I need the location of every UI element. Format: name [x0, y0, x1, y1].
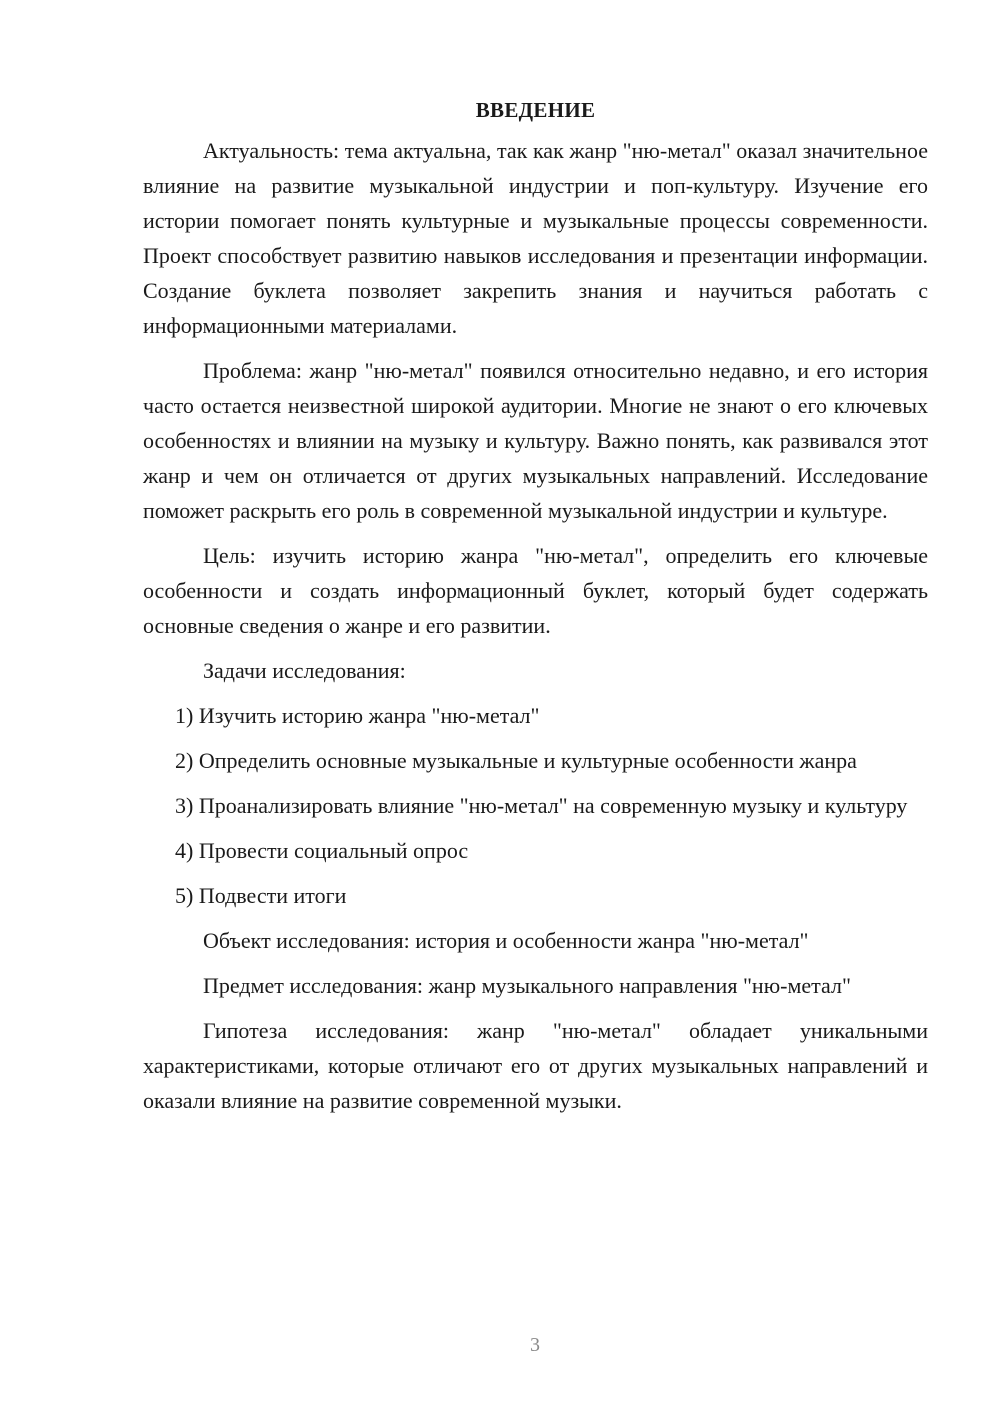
task-item: 2) Определить основные музыкальные и культурные особенности жанра: [175, 748, 857, 773]
tasks-title: Задачи исследования:: [203, 658, 406, 683]
task-item: 4) Провести социальный опрос: [175, 838, 469, 863]
problem-paragraph: Проблема: жанр "ню-метал" появился относительно недавно, и его история часто остается неизвестной широкой аудитории. Многие не знают о его ключевых особенностях и влиянии на музыку и культуру. Важно понять, как развивался этот жанр и чем он отличается от других музыкальных направлений. Исследование поможет раскрыть его роль в современной музыкальной индустрии и культуре.: [143, 358, 928, 523]
task-item: 5) Подвести итоги: [175, 883, 347, 908]
page-number: 3: [530, 1334, 540, 1356]
task-item: 1) Изучить историю жанра "ню-метал": [175, 703, 540, 728]
document-page: [143, 95, 928, 1128]
task-item: 3) Проанализировать влияние "ню-метал" на современную музыку и культуру: [175, 793, 908, 818]
subject-paragraph: Предмет исследования: жанр музыкального направления "ню-метал": [203, 973, 851, 998]
object-paragraph: Объект исследования: история и особенности жанра "ню-метал": [203, 928, 809, 953]
hypothesis-paragraph: Гипотеза исследования: жанр "ню-метал" обладает уникальными характеристиками, которые отличают его от других музыкальных направлений и оказали влияние на развитие современной музыки.: [143, 1018, 928, 1113]
relevance-paragraph: Актуальность: тема актуальна, так как жанр "ню-метал" оказал значительное влияние на развитие музыкальной индустрии и поп-культуру. Изучение его истории помогает понять культурные и музыкальные процессы современности. Проект способствует развитию навыков исследования и презентации информации. Создание буклета позволяет закрепить знания и научиться работать с информационными материалами.: [143, 138, 928, 338]
section-heading: ВВЕДЕНИЕ: [475, 98, 596, 122]
goal-paragraph: Цель: изучить историю жанра "ню-метал", определить его ключевые особенности и создать информационный буклет, который будет содержать основные сведения о жанре и его развитии.: [143, 543, 928, 638]
